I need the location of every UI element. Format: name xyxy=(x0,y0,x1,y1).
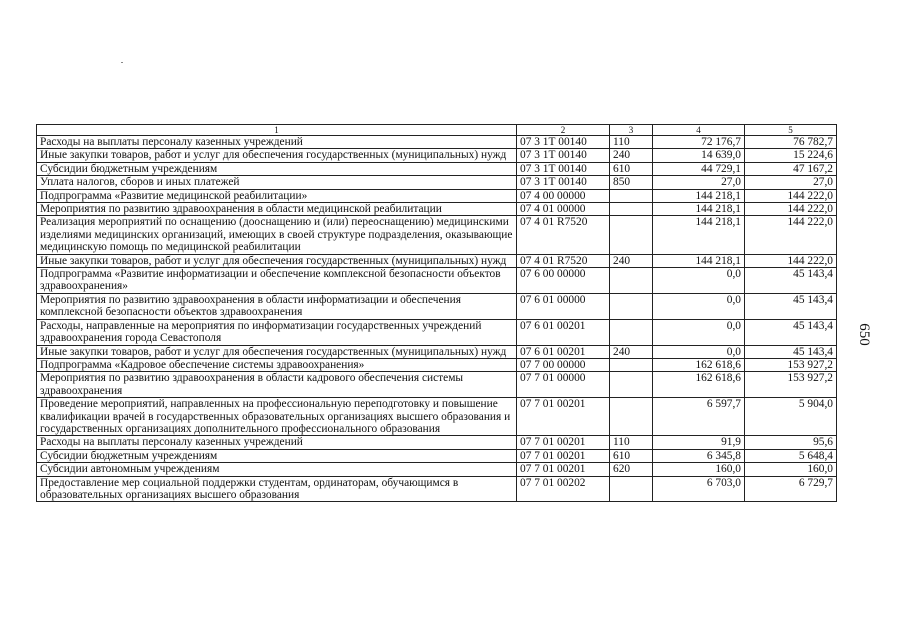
row-amount-year2-cell: 144 222,0 xyxy=(745,189,837,202)
row-code-cell: 07 4 01 R7520 xyxy=(517,216,610,254)
row-code-cell: 07 3 1Т 00140 xyxy=(517,162,610,175)
table-body xyxy=(37,136,837,502)
row-code-cell: 07 7 00 00000 xyxy=(517,358,610,371)
row-expense-type-cell: 610 xyxy=(610,449,653,462)
table-row xyxy=(37,345,837,358)
row-amount-year1-cell: 72 176,7 xyxy=(653,136,745,149)
row-code-cell: 07 6 00 00000 xyxy=(517,268,610,294)
row-amount-year2-cell: 153 927,2 xyxy=(745,372,837,398)
row-code-cell: 07 4 01 00000 xyxy=(517,203,610,216)
table-row xyxy=(37,149,837,162)
table-row xyxy=(37,319,837,345)
row-expense-type-cell xyxy=(610,398,653,436)
table-row xyxy=(37,372,837,398)
row-name-cell: Подпрограмма «Развитие информатизации и обеспечение комплексной безопасности объектов здравоохранения» xyxy=(37,268,517,294)
row-name-cell: Расходы, направленные на мероприятия по информатизации государственных учреждений здравоохранения города Севастополя xyxy=(37,319,517,345)
scan-speck xyxy=(121,62,123,63)
row-code-cell: 07 3 1Т 00140 xyxy=(517,176,610,189)
row-amount-year1-cell: 44 729,1 xyxy=(653,162,745,175)
row-amount-year1-cell: 91,9 xyxy=(653,436,745,449)
row-amount-year2-cell: 153 927,2 xyxy=(745,358,837,371)
row-amount-year1-cell: 14 639,0 xyxy=(653,149,745,162)
row-code-cell: 07 6 01 00201 xyxy=(517,319,610,345)
table-row xyxy=(37,136,837,149)
header-col-5: 5 xyxy=(745,125,837,136)
row-amount-year2-cell: 144 222,0 xyxy=(745,203,837,216)
row-expense-type-cell xyxy=(610,476,653,502)
table-row xyxy=(37,449,837,462)
page-number: 650 xyxy=(855,323,872,346)
row-amount-year2-cell: 45 143,4 xyxy=(745,345,837,358)
row-name-cell: Субсидии бюджетным учреждениям xyxy=(37,162,517,175)
row-amount-year2-cell: 144 222,0 xyxy=(745,254,837,267)
table-row xyxy=(37,476,837,502)
row-expense-type-cell: 110 xyxy=(610,436,653,449)
table-row xyxy=(37,254,837,267)
row-name-cell: Реализация мероприятий по оснащению (дооснащению и (или) переоснащению) медицинскими изделиями медицинских организаций, имеющих в своей структуре подразделения, оказывающие медицинскую помощь по медицинской реабилитации xyxy=(37,216,517,254)
row-code-cell: 07 4 00 00000 xyxy=(517,189,610,202)
row-code-cell: 07 4 01 R7520 xyxy=(517,254,610,267)
row-expense-type-cell xyxy=(610,216,653,254)
row-amount-year1-cell: 144 218,1 xyxy=(653,216,745,254)
row-amount-year2-cell: 15 224,6 xyxy=(745,149,837,162)
row-expense-type-cell: 240 xyxy=(610,254,653,267)
row-expense-type-cell xyxy=(610,203,653,216)
table-row xyxy=(37,189,837,202)
row-code-cell: 07 7 01 00201 xyxy=(517,463,610,476)
row-amount-year1-cell: 144 218,1 xyxy=(653,189,745,202)
table-row xyxy=(37,436,837,449)
row-name-cell: Проведение мероприятий, направленных на профессиональную переподготовку и повышение квалификации врачей в государственных образовательных организациях высшего образования и государственных организациях дополнительного профессионального образования xyxy=(37,398,517,436)
row-name-cell: Иные закупки товаров, работ и услуг для обеспечения государственных (муниципальных) нужд xyxy=(37,345,517,358)
row-amount-year1-cell: 160,0 xyxy=(653,463,745,476)
row-expense-type-cell: 610 xyxy=(610,162,653,175)
row-name-cell: Расходы на выплаты персоналу казенных учреждений xyxy=(37,136,517,149)
row-code-cell: 07 7 01 00202 xyxy=(517,476,610,502)
table-row xyxy=(37,358,837,371)
row-expense-type-cell xyxy=(610,268,653,294)
table-row xyxy=(37,293,837,319)
row-amount-year2-cell: 45 143,4 xyxy=(745,319,837,345)
row-code-cell: 07 3 1Т 00140 xyxy=(517,149,610,162)
row-name-cell: Подпрограмма «Кадровое обеспечение системы здравоохранения» xyxy=(37,358,517,371)
row-expense-type-cell: 240 xyxy=(610,345,653,358)
row-amount-year1-cell: 6 345,8 xyxy=(653,449,745,462)
row-amount-year2-cell: 45 143,4 xyxy=(745,268,837,294)
row-expense-type-cell: 240 xyxy=(610,149,653,162)
row-amount-year2-cell: 47 167,2 xyxy=(745,162,837,175)
row-amount-year1-cell: 6 703,0 xyxy=(653,476,745,502)
row-amount-year2-cell: 5 648,4 xyxy=(745,449,837,462)
row-expense-type-cell: 620 xyxy=(610,463,653,476)
row-name-cell: Предоставление мер социальной поддержки студентам, ординаторам, обучающимся в образовательных организациях высшего образования xyxy=(37,476,517,502)
table-row xyxy=(37,398,837,436)
row-amount-year1-cell: 0,0 xyxy=(653,293,745,319)
header-row xyxy=(37,125,837,136)
row-amount-year1-cell: 27,0 xyxy=(653,176,745,189)
budget-table xyxy=(36,124,837,502)
row-amount-year2-cell: 160,0 xyxy=(745,463,837,476)
row-amount-year2-cell: 6 729,7 xyxy=(745,476,837,502)
table-row xyxy=(37,203,837,216)
row-amount-year2-cell: 45 143,4 xyxy=(745,293,837,319)
row-code-cell: 07 7 01 00201 xyxy=(517,436,610,449)
row-amount-year1-cell: 0,0 xyxy=(653,319,745,345)
header-col-4: 4 xyxy=(653,125,745,136)
row-amount-year1-cell: 6 597,7 xyxy=(653,398,745,436)
row-name-cell: Мероприятия по развитию здравоохранения в области медицинской реабилитации xyxy=(37,203,517,216)
row-amount-year2-cell: 76 782,7 xyxy=(745,136,837,149)
row-name-cell: Субсидии бюджетным учреждениям xyxy=(37,449,517,462)
row-name-cell: Мероприятия по развитию здравоохранения в области информатизации и обеспечения комплексной безопасности объектов здравоохранения xyxy=(37,293,517,319)
row-name-cell: Подпрограмма «Развитие медицинской реабилитации» xyxy=(37,189,517,202)
row-expense-type-cell xyxy=(610,319,653,345)
row-amount-year1-cell: 144 218,1 xyxy=(653,254,745,267)
row-amount-year1-cell: 162 618,6 xyxy=(653,358,745,371)
row-amount-year2-cell: 144 222,0 xyxy=(745,216,837,254)
row-expense-type-cell xyxy=(610,293,653,319)
table-row xyxy=(37,176,837,189)
table-row xyxy=(37,216,837,254)
row-code-cell: 07 7 01 00000 xyxy=(517,372,610,398)
row-name-cell: Субсидии автономным учреждениям xyxy=(37,463,517,476)
header-col-3: 3 xyxy=(610,125,653,136)
table-row xyxy=(37,162,837,175)
row-amount-year2-cell: 27,0 xyxy=(745,176,837,189)
header-col-2: 2 xyxy=(517,125,610,136)
row-amount-year2-cell: 5 904,0 xyxy=(745,398,837,436)
row-name-cell: Мероприятия по развитию здравоохранения в области кадрового обеспечения системы здравоохранения xyxy=(37,372,517,398)
table-header xyxy=(37,125,837,136)
row-name-cell: Иные закупки товаров, работ и услуг для обеспечения государственных (муниципальных) нужд xyxy=(37,149,517,162)
row-expense-type-cell xyxy=(610,372,653,398)
row-expense-type-cell: 850 xyxy=(610,176,653,189)
row-code-cell: 07 6 01 00201 xyxy=(517,345,610,358)
row-expense-type-cell xyxy=(610,358,653,371)
header-col-1: 1 xyxy=(37,125,517,136)
row-amount-year1-cell: 0,0 xyxy=(653,345,745,358)
row-amount-year1-cell: 162 618,6 xyxy=(653,372,745,398)
row-amount-year2-cell: 95,6 xyxy=(745,436,837,449)
row-name-cell: Уплата налогов, сборов и иных платежей xyxy=(37,176,517,189)
row-code-cell: 07 3 1Т 00140 xyxy=(517,136,610,149)
row-expense-type-cell: 110 xyxy=(610,136,653,149)
row-expense-type-cell xyxy=(610,189,653,202)
row-name-cell: Иные закупки товаров, работ и услуг для обеспечения государственных (муниципальных) нужд xyxy=(37,254,517,267)
row-code-cell: 07 7 01 00201 xyxy=(517,449,610,462)
row-amount-year1-cell: 0,0 xyxy=(653,268,745,294)
row-code-cell: 07 6 01 00000 xyxy=(517,293,610,319)
table-row xyxy=(37,463,837,476)
row-code-cell: 07 7 01 00201 xyxy=(517,398,610,436)
row-name-cell: Расходы на выплаты персоналу казенных учреждений xyxy=(37,436,517,449)
table-row xyxy=(37,268,837,294)
row-amount-year1-cell: 144 218,1 xyxy=(653,203,745,216)
